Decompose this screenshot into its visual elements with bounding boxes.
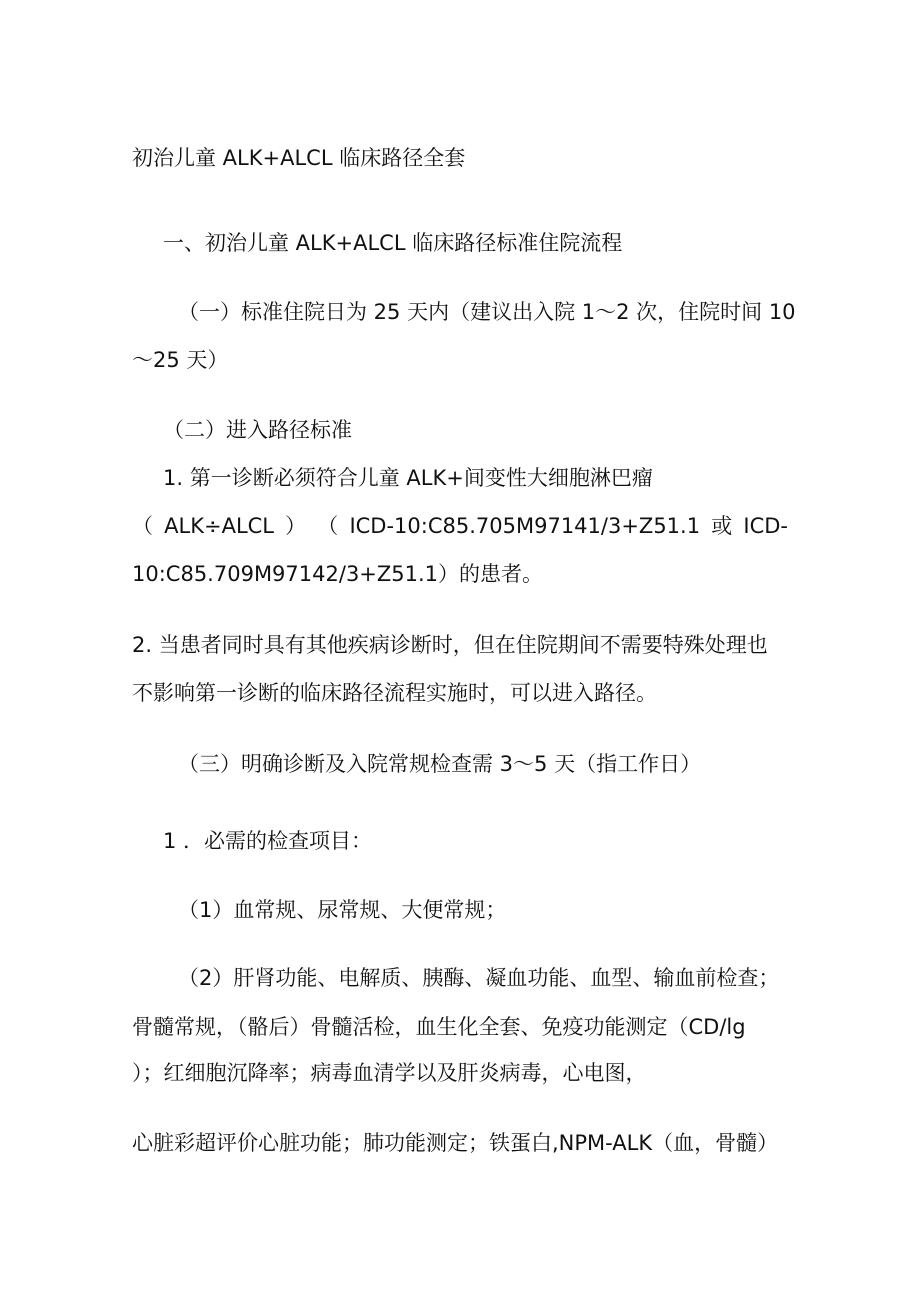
text-fragment: （ xyxy=(132,514,153,538)
section-heading: 一、初治儿童 ALK+ALCL 临床路径标准住院流程 xyxy=(163,231,623,255)
text-fragment: ） xyxy=(285,514,307,538)
document-title: 初治儿童 ALK+ALCL 临床路径全套 xyxy=(132,146,466,170)
paragraph-line: ～25 天） xyxy=(132,348,229,372)
paragraph-line: ）；红细胞沉降率；病毒血清学以及肝炎病毒，心电图， xyxy=(132,1061,647,1085)
text-fragment: （ xyxy=(317,514,339,538)
list-heading: 1 ．必需的检查项目： xyxy=(163,829,373,853)
list-item: （2）肝肾功能、电解质、胰酶、凝血功能、血型、输血前检查； xyxy=(178,966,780,990)
paragraph-line: 10:C85.709M97142/3+Z51.1）的患者。 xyxy=(132,562,544,586)
justified-line xyxy=(132,511,788,541)
list-item: （1）血常规、尿常规、大便常规； xyxy=(178,898,507,922)
text-fragment: ALK÷ALCL xyxy=(164,514,275,538)
paragraph-line: （一）标准住院日为 25 天内（建议出入院 1～2 次，住院时间 10 xyxy=(178,300,796,324)
paragraph-line: 不影响第一诊断的临床路径流程实施时，可以进入路径。 xyxy=(132,681,657,705)
paragraph-line: 2. 当患者同时具有其他疾病诊断时，但在住院期间不需要特殊处理也 xyxy=(132,633,768,657)
subsection-heading: （二）进入路径标准 xyxy=(163,418,352,442)
text-fragment: 或 xyxy=(711,514,733,538)
paragraph-line: 骨髓常规，（骼后）骨髓活检，血生化全套、免疫功能测定（CD/lg xyxy=(132,1015,746,1039)
subsection-heading: （三）明确诊断及入院常规检查需 3～5 天（指工作日） xyxy=(178,752,702,776)
text-fragment: ICD- xyxy=(743,514,788,538)
text-fragment: ICD-10:C85.705M97141/3+Z51.1 xyxy=(349,514,701,538)
paragraph-line: 1. 第一诊断必须符合儿童 ALK+间变性大细胞淋巴瘤 xyxy=(163,466,653,490)
paragraph-line: 心脏彩超评价心脏功能；肺功能测定；铁蛋白,NPM-ALK（血，骨髓） xyxy=(132,1131,779,1155)
